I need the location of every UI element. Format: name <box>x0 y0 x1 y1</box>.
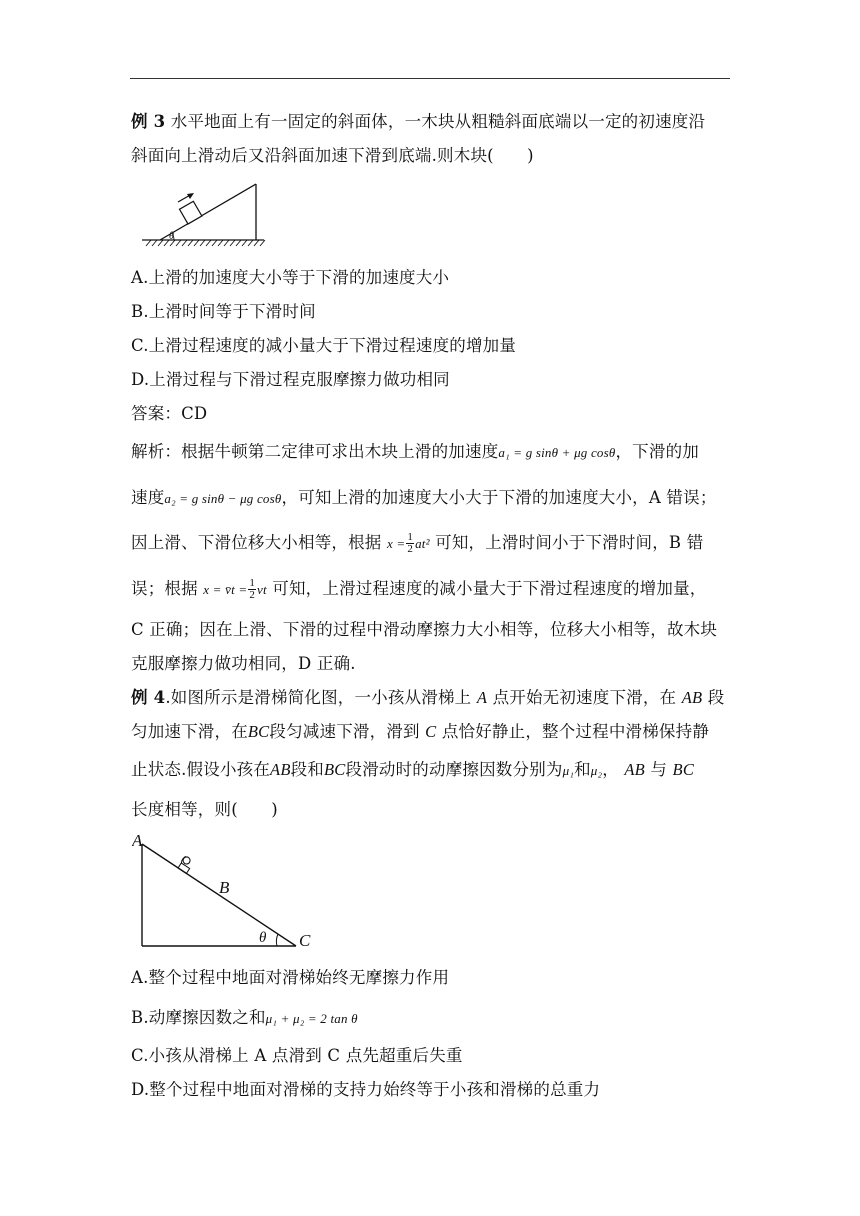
fraction-half <box>248 578 256 601</box>
fig-label-theta: θ <box>259 930 267 946</box>
ex4-option-d: D.整个过程中地面对滑梯的支持力始终等于小孩和滑梯的总重力 <box>131 1080 601 1099</box>
ex3-question-1: 水平地面上有一固定的斜面体，一木块从粗糙斜面底端以一定的初速度沿 <box>170 112 706 131</box>
fig-label-a: A <box>132 831 143 850</box>
ex3-option-a: A.上滑的加速度大小等于下滑的加速度大小 <box>131 268 450 287</box>
ex3-analysis-line-4 <box>131 578 706 601</box>
frac-den: 2 <box>407 543 414 555</box>
header-rule <box>130 78 730 79</box>
mu2-symbol: μ₂ <box>590 763 603 778</box>
ex3-line-2: 斜面向上滑动后又沿斜面加速下滑到底端.则木块( ) <box>131 146 534 165</box>
ex4-text: 与 <box>650 760 668 779</box>
ex3-answer: 答案：CD <box>131 404 208 423</box>
ex3-option-d: D.上滑过程与下滑过程克服摩擦力做功相同 <box>131 370 450 389</box>
ex3-label: 例 3 <box>131 112 166 131</box>
ex3-line-1 <box>131 112 705 132</box>
point-c-label: C <box>425 722 437 741</box>
ex4-text: 和 <box>574 760 591 779</box>
analysis-text: 误；根据 <box>131 579 198 598</box>
ex3-option-b: B.上滑时间等于下滑时间 <box>131 302 316 321</box>
ex4-line-1 <box>131 688 724 708</box>
ex3-incline-figure <box>140 182 270 248</box>
ex4-line-3 <box>131 760 694 781</box>
analysis-text: 速度 <box>131 488 165 507</box>
ex3-analysis-line-1 <box>131 442 699 463</box>
segment-bc-label: BC <box>672 760 695 779</box>
analysis-text: ，下滑的加 <box>615 442 699 461</box>
ex3-angle-label: θ <box>169 231 174 242</box>
formula-vt-pre: x = v̄t = <box>203 582 248 597</box>
segment-bc-label: BC <box>324 760 346 779</box>
ex4-text: 点恰好静止，整个过程中滑梯保持静 <box>441 722 710 741</box>
ex3-analysis-line-2 <box>131 488 717 509</box>
option-b-text: B.动摩擦因数之和 <box>131 1008 266 1027</box>
segment-ab-label: AB <box>681 688 703 707</box>
fig-label-b: B <box>219 878 230 897</box>
ex4-text: ， <box>602 760 619 779</box>
frac-den: 2 <box>249 589 256 601</box>
mu1-symbol: μ₁ <box>562 763 575 778</box>
formula-a2: a₂ = g sinθ − μg cosθ <box>164 491 282 506</box>
formula-vt-post: vt <box>257 582 267 597</box>
formula-x-pre: x = <box>386 536 406 551</box>
frac-num: 1 <box>407 531 414 543</box>
segment-ab-label: AB <box>270 760 291 779</box>
ex4-text: 段滑动时的动摩擦因数分别为 <box>345 760 563 779</box>
ex4-text: 匀加速下滑，在 <box>131 722 248 741</box>
ex4-text: 段匀减速下滑，滑到 <box>269 722 420 741</box>
ex4-text: .如图所示是滑梯简化图，一小孩从滑梯上 <box>165 688 472 707</box>
ex4-text: 止状态.假设小孩在 <box>131 760 271 779</box>
ex4-text: 点开始无初速度下滑，在 <box>492 688 677 707</box>
ex4-line-4: 长度相等，则( ) <box>131 800 278 819</box>
formula-mu-sum: μ₁ + μ₂ = 2 tan θ <box>265 1011 358 1026</box>
formula-x-post: at² <box>415 536 430 551</box>
ex4-slide-figure <box>132 830 322 954</box>
ex4-option-b <box>131 1008 358 1029</box>
analysis-text: 因上滑、下滑位移大小相等，根据 <box>131 533 382 552</box>
ex4-option-a: A.整个过程中地面对滑梯始终无摩擦力作用 <box>131 968 450 987</box>
analysis-text: 可知，上滑过程速度的减小量大于下滑过程速度的增加量， <box>272 579 707 598</box>
ex3-analysis-line-6: 克服摩擦力做功相同，D 正确. <box>131 654 356 673</box>
analysis-text: 解析：根据牛顿第二定律可求出木块上滑的加速度 <box>131 442 499 461</box>
segment-bc-label: BC <box>247 722 270 741</box>
ex4-label: 例 4 <box>131 688 166 707</box>
frac-num: 1 <box>249 577 256 589</box>
ex3-analysis-line-5: C 正确；因在上滑、下滑的过程中滑动摩擦力大小相等，位移大小相等，故木块 <box>131 620 718 639</box>
point-a-label: A <box>476 688 488 707</box>
analysis-text: 可知，上滑时间小于下滑时间，B 错 <box>435 533 704 552</box>
segment-ab-label: AB <box>624 760 645 779</box>
ex4-text: 段 <box>707 688 725 707</box>
ex4-text: 段和 <box>290 760 325 779</box>
ex3-analysis-line-3 <box>131 532 703 555</box>
ex4-option-c: C.小孩从滑梯上 A 点滑到 C 点先超重后失重 <box>131 1046 463 1065</box>
fraction-half <box>406 532 414 555</box>
ex4-line-2 <box>131 722 709 742</box>
fig-label-c: C <box>299 931 311 950</box>
analysis-text: ，可知上滑的加速度大小大于下滑的加速度大小，A 错误； <box>281 488 717 507</box>
formula-a1: a₁ = g sinθ + μg cosθ <box>498 445 616 460</box>
ex3-option-c: C.上滑过程速度的减小量大于下滑过程速度的增加量 <box>131 336 517 355</box>
